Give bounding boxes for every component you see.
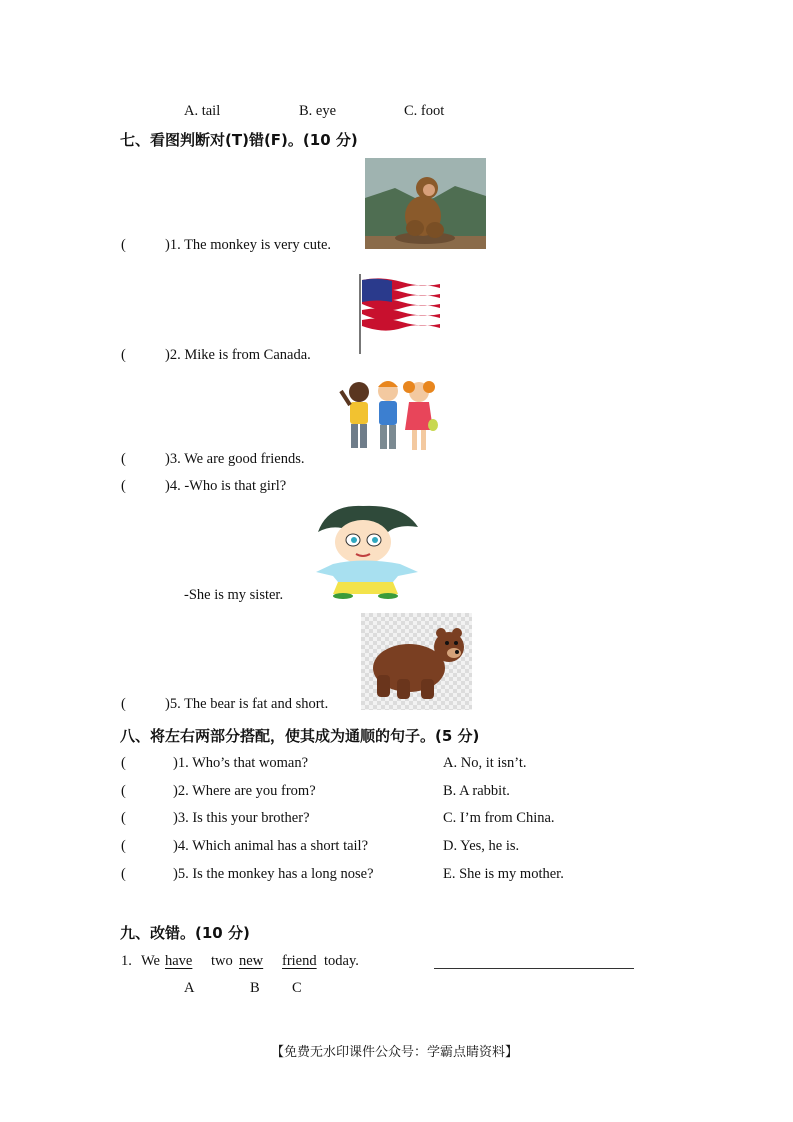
- three-kids-image: [333, 375, 447, 463]
- s9-label-a: A: [184, 980, 195, 996]
- s9-q1-number: 1.: [121, 953, 132, 969]
- monkey-image: [365, 158, 486, 249]
- s8-right-c: C. I’m from China.: [443, 810, 555, 826]
- s7-item2-paren: (: [121, 347, 126, 363]
- answer-blank-line[interactable]: [434, 968, 634, 969]
- section9-title: 九、改错。(10 分): [120, 924, 250, 942]
- s8-left-3: )3. Is this your brother?: [173, 810, 310, 826]
- s7-item3-text: )3. We are good friends.: [165, 451, 305, 467]
- s7-item3-paren: (: [121, 451, 126, 467]
- s7-item5-paren: (: [121, 696, 126, 712]
- s7-item4-paren: (: [121, 478, 126, 494]
- s8-right-b: B. A rabbit.: [443, 783, 510, 799]
- s8-left-5: )5. Is the monkey has a long nose?: [173, 866, 374, 882]
- s9-q1-word-new-b: new: [239, 953, 264, 969]
- s8-left-2: )2. Where are you from?: [173, 783, 316, 799]
- s8-paren-5: (: [121, 866, 126, 882]
- s7-item1-text: )1. The monkey is very cute.: [165, 237, 332, 253]
- s8-left-1: )1. Who’s that woman?: [173, 755, 309, 771]
- s8-left-4: )4. Which animal has a short tail?: [173, 838, 369, 854]
- s7-item1-paren: (: [121, 237, 126, 253]
- option-b: B. eye: [299, 103, 337, 119]
- s8-paren-1: (: [121, 755, 126, 771]
- s8-right-e: E. She is my mother.: [443, 866, 564, 882]
- s9-label-b: B: [250, 980, 260, 996]
- s7-item5-text: )5. The bear is fat and short.: [165, 696, 329, 712]
- s8-paren-4: (: [121, 838, 126, 854]
- s8-right-a: A. No, it isn’t.: [443, 755, 527, 771]
- s9-q1-word-have-a: have: [165, 953, 193, 969]
- footer-note: 【免费无水印课件公众号：学霸点睛资料】: [271, 1045, 519, 1060]
- option-a: A. tail: [184, 103, 221, 119]
- s9-label-c: C: [292, 980, 302, 996]
- s7-item4-answer: -She is my sister.: [184, 587, 284, 603]
- s8-paren-2: (: [121, 783, 126, 799]
- s8-paren-3: (: [121, 810, 126, 826]
- s9-q1-word-friend-c: friend: [282, 953, 317, 969]
- s9-q1-word-today: today.: [324, 953, 359, 969]
- s7-item2-text: )2. Mike is from Canada.: [165, 347, 311, 363]
- cartoon-boy-image: [308, 502, 425, 600]
- s7-item4-text: )4. -Who is that girl?: [165, 478, 287, 494]
- option-c: C. foot: [404, 103, 445, 119]
- section8-title: 八、将左右两部分搭配，使其成为通顺的句子。(5 分): [120, 727, 480, 745]
- bear-image: [361, 613, 472, 710]
- s9-q1-word-two: two: [211, 953, 233, 969]
- section7-title: 七、看图判断对(T)错(F)。(10 分): [120, 131, 358, 149]
- s8-right-d: D. Yes, he is.: [443, 838, 520, 854]
- s9-q1-word-we: We: [141, 953, 160, 969]
- us-flag-image: [343, 266, 452, 359]
